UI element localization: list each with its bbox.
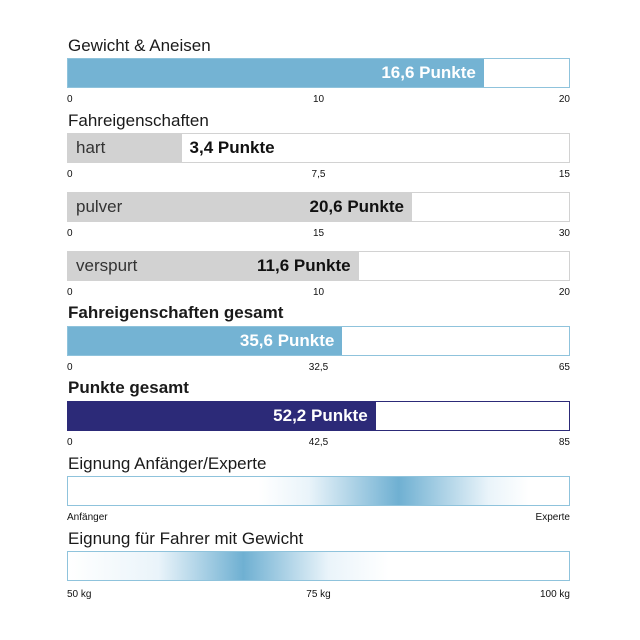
tick-label: 30 <box>558 228 570 239</box>
tick-label: 32,5 <box>308 362 329 373</box>
bar-value-label: 20,6 Punkte <box>309 197 405 216</box>
axis-ticks <box>67 287 570 299</box>
bar-track-pulver <box>67 192 570 222</box>
chart-title: Fahreigenschaften gesamt <box>68 303 284 322</box>
tick-label: Anfänger <box>67 512 108 523</box>
axis-ticks <box>67 94 570 106</box>
axis-ticks <box>67 228 570 240</box>
tick-label: 10 <box>312 94 325 105</box>
bar-track <box>67 58 570 88</box>
tick-label: 0 <box>67 362 73 373</box>
tick-label: 10 <box>312 287 325 298</box>
series-name: hart <box>76 138 106 157</box>
tick-label: 20 <box>558 94 570 105</box>
tick-label: 0 <box>67 437 73 448</box>
bar-track <box>67 401 570 431</box>
tick-label: 0 <box>67 169 73 180</box>
bar-value-label: 16,6 Punkte <box>381 63 476 82</box>
tick-label: 65 <box>558 362 570 373</box>
bar-track-hart <box>67 133 570 163</box>
tick-label: 50 kg <box>67 589 92 600</box>
chart-title: Eignung für Fahrer mit Gewicht <box>68 529 304 548</box>
axis-ticks <box>67 437 570 449</box>
tick-label: 0 <box>67 94 73 105</box>
tick-label: 75 kg <box>306 589 331 600</box>
axis-ticks <box>67 512 570 524</box>
bar-value-label: 11,6 Punkte <box>257 256 351 275</box>
tick-label: 42,5 <box>308 437 329 448</box>
bar-track-verspurt <box>67 251 570 281</box>
series-name: pulver <box>76 197 123 216</box>
series-name: verspurt <box>76 256 138 275</box>
gradient-bar <box>67 476 570 506</box>
tick-label: 100 kg <box>539 589 570 600</box>
chart-title: Fahreigenschaften <box>68 111 209 130</box>
chart-title: Eignung Anfänger/Experte <box>68 454 267 473</box>
tick-label: 0 <box>67 228 73 239</box>
bar-track <box>67 326 570 356</box>
axis-ticks <box>67 169 570 181</box>
chart-title: Gewicht & Aneisen <box>68 36 211 55</box>
tick-label: Experte <box>535 512 570 523</box>
tick-label: 15 <box>558 169 570 180</box>
axis-ticks <box>67 589 570 601</box>
tick-label: 7,5 <box>311 169 326 180</box>
bar-value-label: 52,2 Punkte <box>273 406 368 425</box>
tick-label: 15 <box>312 228 325 239</box>
tick-label: 0 <box>67 287 73 298</box>
tick-label: 85 <box>558 437 570 448</box>
axis-ticks <box>67 362 570 374</box>
gradient-bar <box>67 551 570 581</box>
bar-value-label: 35,6 Punkte <box>239 331 335 350</box>
tick-label: 20 <box>558 287 570 298</box>
chart-title: Punkte gesamt <box>68 378 189 397</box>
bar-value-label: 3,4 Punkte <box>189 138 275 157</box>
